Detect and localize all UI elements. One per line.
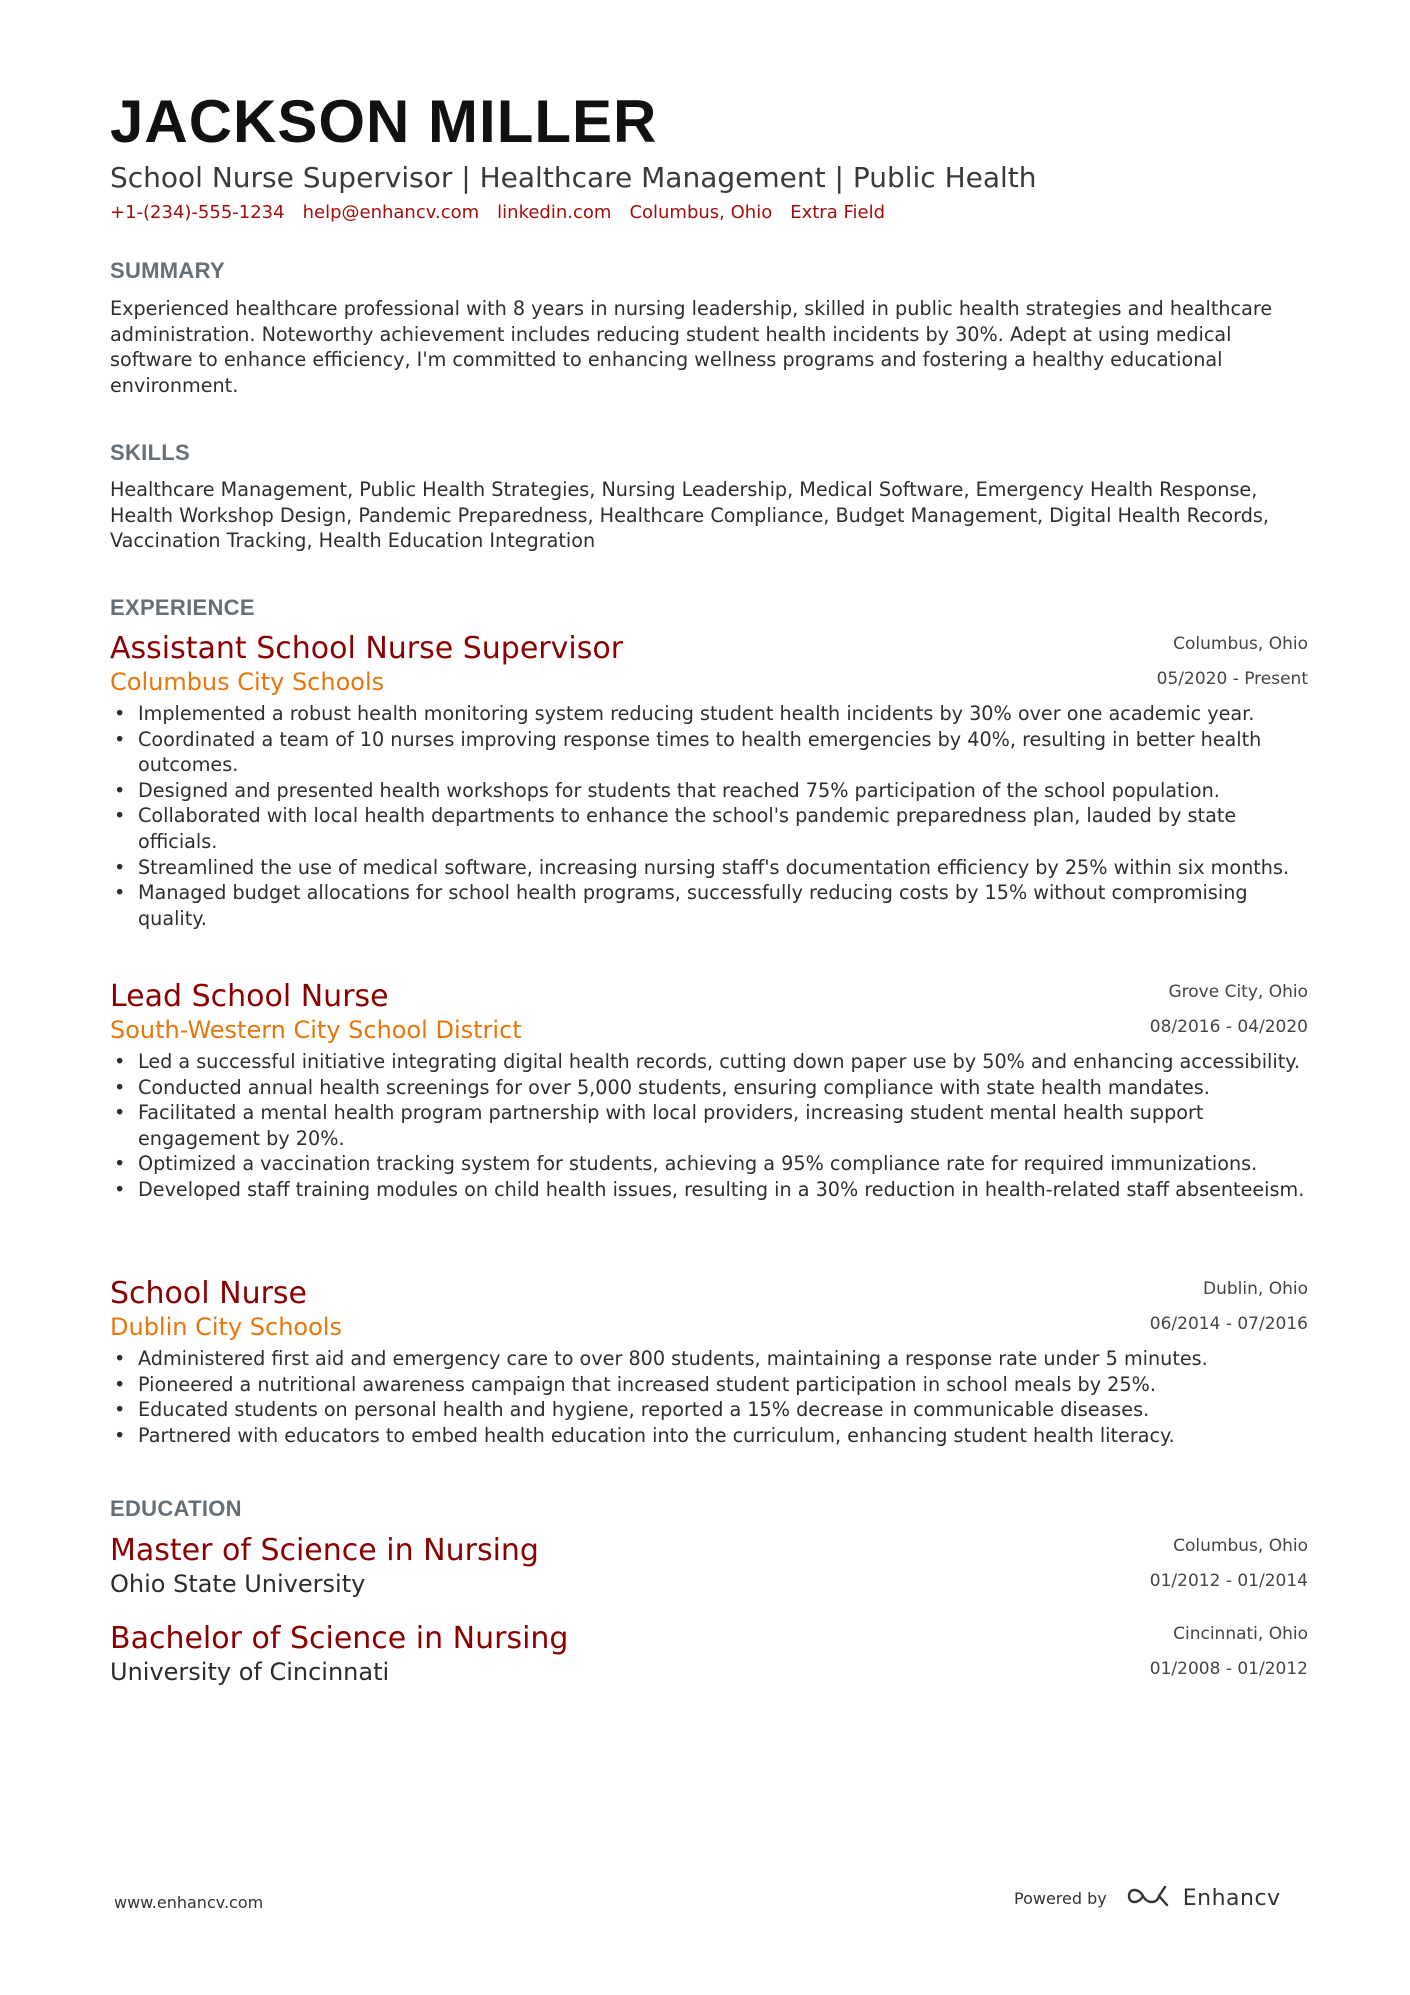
education-entry <box>110 1621 1308 1687</box>
experience-entry <box>110 631 1308 931</box>
education-dates: 01/2008 - 01/2012 <box>1149 1659 1308 1679</box>
job-bullets <box>110 1346 1308 1448</box>
experience-entry <box>110 1276 1308 1448</box>
brand-logo[interactable] <box>1125 1883 1281 1913</box>
summary-text: Experienced healthcare professional with 8 years in nursing leadership, skilled in public health strategies and healthcare administration. Noteworthy achievement includes reducing student health incidents by 30%. Adept at using medical software to enhance efficiency, I'm committed to enhancing wellness programs and fostering a healthy educational environment. <box>110 297 1273 397</box>
contact-location: Columbus, Ohio <box>629 202 773 223</box>
bullet-item: • Led a successful initiative integrating digital health records, cutting down paper use by 50% and enhancing accessibility. <box>138 1049 1308 1075</box>
job-title: Assistant School Nurse Supervisor <box>110 631 624 666</box>
candidate-name: JACKSON MILLER <box>110 88 658 155</box>
section-title-summary: SUMMARY <box>110 258 225 283</box>
education-location: Columbus, Ohio <box>1173 1536 1308 1556</box>
brand-name: Enhancv <box>1182 1885 1281 1911</box>
contact-linkedin[interactable]: linkedin.com <box>497 202 612 223</box>
job-bullets <box>110 701 1308 931</box>
footer-website[interactable]: www.enhancv.com <box>114 1893 264 1912</box>
experience-entry <box>110 979 1308 1203</box>
section-title-skills: SKILLS <box>110 440 191 465</box>
section-title-education: EDUCATION <box>110 1496 242 1521</box>
bullet-item: • Developed staff training modules on child health issues, resulting in a 30% reduction in health-related staff absenteeism. <box>138 1177 1308 1203</box>
bullet-item: • Designed and presented health workshops for students that reached 75% participation of the school population. <box>138 778 1308 804</box>
job-dates: 05/2020 - Present <box>1156 669 1308 689</box>
school-name: University of Cincinnati <box>110 1658 390 1686</box>
skills-text: Healthcare Management, Public Health Strategies, Nursing Leadership, Medical Software, Emergency Health Response, Health Workshop Design, Pandemic Preparedness, Healthcare Compliance, Budget Management, Digital Health Records, Vaccination Tracking, Health Education Integration <box>110 478 1269 552</box>
bullet-item: • Collaborated with local health departments to enhance the school's pandemic preparedness plan, lauded by state officials. <box>138 803 1308 854</box>
bullet-item: • Educated students on personal health and hygiene, reported a 15% decrease in communicable diseases. <box>138 1397 1308 1423</box>
contact-bar <box>110 202 885 223</box>
bullet-item: • Streamlined the use of medical software, increasing nursing staff's documentation efficiency by 25% within six months. <box>138 855 1308 881</box>
candidate-headline: School Nurse Supervisor | Healthcare Management | Public Health <box>110 161 1037 194</box>
job-dates: 08/2016 - 04/2020 <box>1149 1017 1308 1037</box>
bullet-item: • Optimized a vaccination tracking system for students, achieving a 95% compliance rate for required immunizations. <box>138 1151 1308 1177</box>
job-title: Lead School Nurse <box>110 979 389 1014</box>
contact-phone[interactable]: +1-(234)-555-1234 <box>110 202 285 223</box>
powered-by-label: Powered by <box>1014 1888 1107 1908</box>
job-dates: 06/2014 - 07/2016 <box>1149 1314 1308 1334</box>
degree-title: Bachelor of Science in Nursing <box>110 1621 569 1656</box>
job-title: School Nurse <box>110 1276 308 1311</box>
company-name: Columbus City Schools <box>110 668 385 696</box>
bullet-item: • Managed budget allocations for school health programs, successfully reducing costs by 15% without compromising quality. <box>138 880 1308 931</box>
job-bullets <box>110 1049 1308 1203</box>
school-name: Ohio State University <box>110 1570 366 1598</box>
company-name: Dublin City Schools <box>110 1313 342 1341</box>
enhancv-logo-icon <box>1125 1883 1173 1913</box>
education-location: Cincinnati, Ohio <box>1173 1624 1308 1644</box>
education-dates: 01/2012 - 01/2014 <box>1149 1571 1308 1591</box>
job-location: Columbus, Ohio <box>1173 634 1308 654</box>
contact-extra-field: Extra Field <box>790 202 885 223</box>
bullet-item: • Conducted annual health screenings for over 5,000 students, ensuring compliance with state health mandates. <box>138 1075 1308 1101</box>
contact-email[interactable]: help@enhancv.com <box>302 202 480 223</box>
job-location: Grove City, Ohio <box>1168 982 1308 1002</box>
degree-title: Master of Science in Nursing <box>110 1533 539 1568</box>
bullet-item: • Partnered with educators to embed health education into the curriculum, enhancing student health literacy. <box>138 1423 1308 1449</box>
education-entry <box>110 1533 1308 1599</box>
bullet-item: • Administered first aid and emergency care to over 800 students, maintaining a response rate under 5 minutes. <box>138 1346 1308 1372</box>
bullet-item: • Implemented a robust health monitoring system reducing student health incidents by 30% over one academic year. <box>138 701 1308 727</box>
bullet-item: • Pioneered a nutritional awareness campaign that increased student participation in school meals by 25%. <box>138 1372 1308 1398</box>
company-name: South-Western City School District <box>110 1016 522 1044</box>
job-location: Dublin, Ohio <box>1203 1279 1308 1299</box>
bullet-item: • Coordinated a team of 10 nurses improving response times to health emergencies by 40%, resulting in better health outcomes. <box>138 727 1308 778</box>
section-title-experience: EXPERIENCE <box>110 595 255 620</box>
footer-branding <box>1014 1883 1281 1913</box>
bullet-item: • Facilitated a mental health program partnership with local providers, increasing student mental health support engagement by 20%. <box>138 1100 1308 1151</box>
